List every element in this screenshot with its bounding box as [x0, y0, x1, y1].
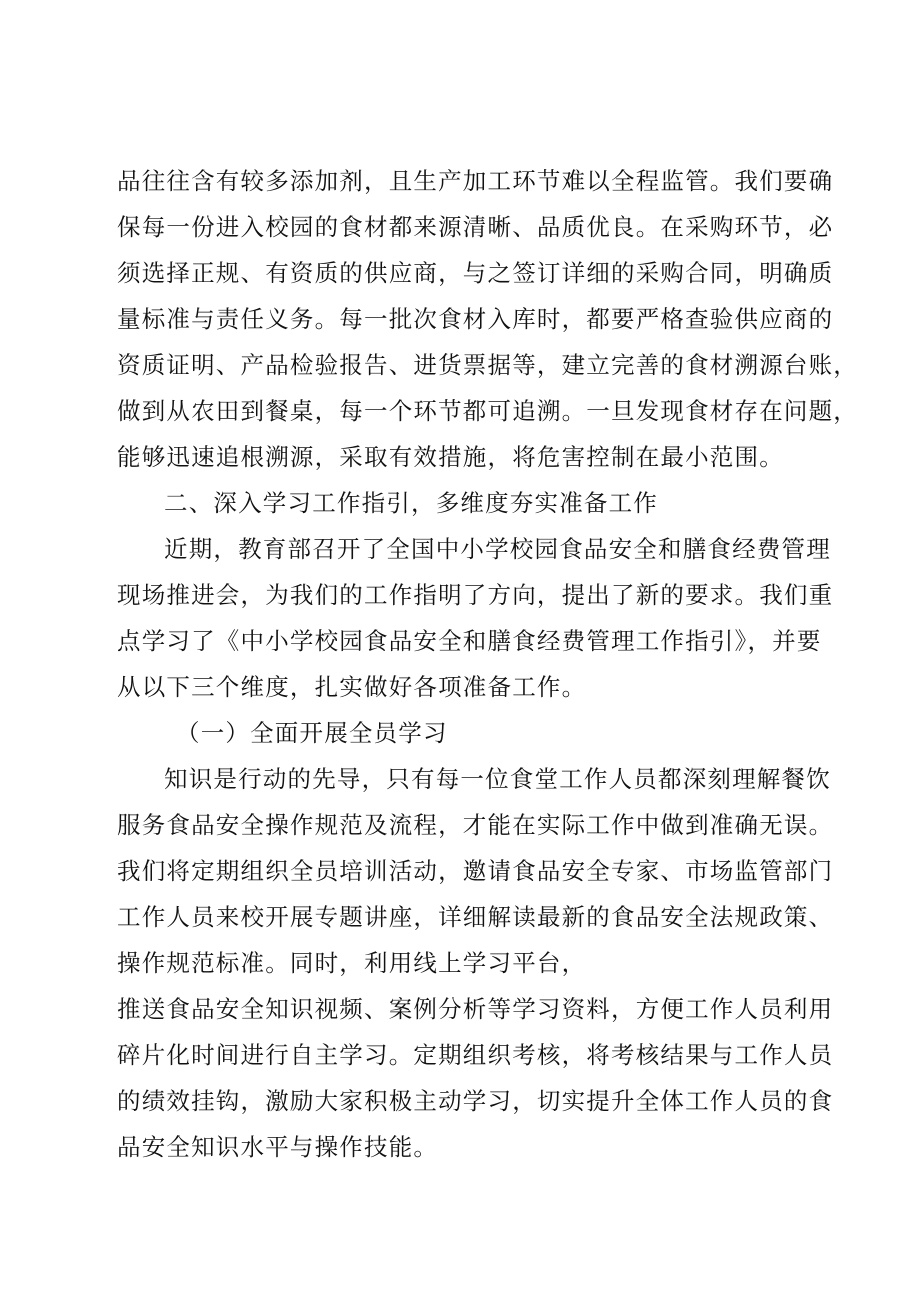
- paragraph-line: 量标准与责任义务。每一批次食材入库时，都要严格查验供应商的: [117, 305, 834, 333]
- paragraph-line: 的绩效挂钩，激励大家积极主动学习，切实提升全体工作人员的食: [117, 1087, 834, 1115]
- paragraph-line: 能够迅速追根溯源，采取有效措施，将危害控制在最小范围。: [117, 443, 784, 471]
- paragraph-line: 推送食品安全知识视频、案例分析等学习资料，方便工作人员利用: [117, 995, 834, 1023]
- section-heading: 二、深入学习工作指引，多维度夯实准备工作: [164, 489, 658, 517]
- paragraph-line: 服务食品安全操作规范及流程，才能在实际工作中做到准确无误。: [117, 811, 834, 839]
- subsection-heading: （一）全面开展全员学习: [176, 719, 448, 747]
- paragraph-line: 从以下三个维度，扎实做好各项准备工作。: [117, 673, 587, 701]
- paragraph-line: 我们将定期组织全员培训活动，邀请食品安全专家、市场监管部门: [117, 857, 834, 885]
- paragraph-line: 现场推进会，为我们的工作指明了方向，提出了新的要求。我们重: [117, 581, 834, 609]
- paragraph-line: 保每一份进入校园的食材都来源清晰、品质优良。在采购环节，必: [117, 213, 834, 241]
- paragraph-line: 近期，教育部召开了全国中小学校园食品安全和膳食经费管理: [164, 535, 831, 563]
- paragraph-line: 知识是行动的先导，只有每一位食堂工作人员都深刻理解餐饮: [164, 765, 831, 793]
- paragraph-line: 工作人员来校开展专题讲座，详细解读最新的食品安全法规政策、: [117, 903, 834, 931]
- paragraph-line: 操作规范标准。同时，利用线上学习平台，: [117, 949, 587, 977]
- paragraph-line: 做到从农田到餐桌，每一个环节都可追溯。一旦发现食材存在问题，: [117, 397, 858, 425]
- paragraph-line: 品往往含有较多添加剂，且生产加工环节难以全程监管。我们要确: [117, 167, 834, 195]
- paragraph-line: 资质证明、产品检验报告、进货票据等，建立完善的食材溯源台账，: [117, 351, 858, 379]
- paragraph-line: 须选择正规、有资质的供应商，与之签订详细的采购合同，明确质: [117, 259, 834, 287]
- paragraph-line: 碎片化时间进行自主学习。定期组织考核，将考核结果与工作人员: [117, 1041, 834, 1069]
- paragraph-line: 品安全知识水平与操作技能。: [117, 1133, 439, 1161]
- paragraph-line: 点学习了《中小学校园食品安全和膳食经费管理工作指引》，并要: [117, 627, 822, 655]
